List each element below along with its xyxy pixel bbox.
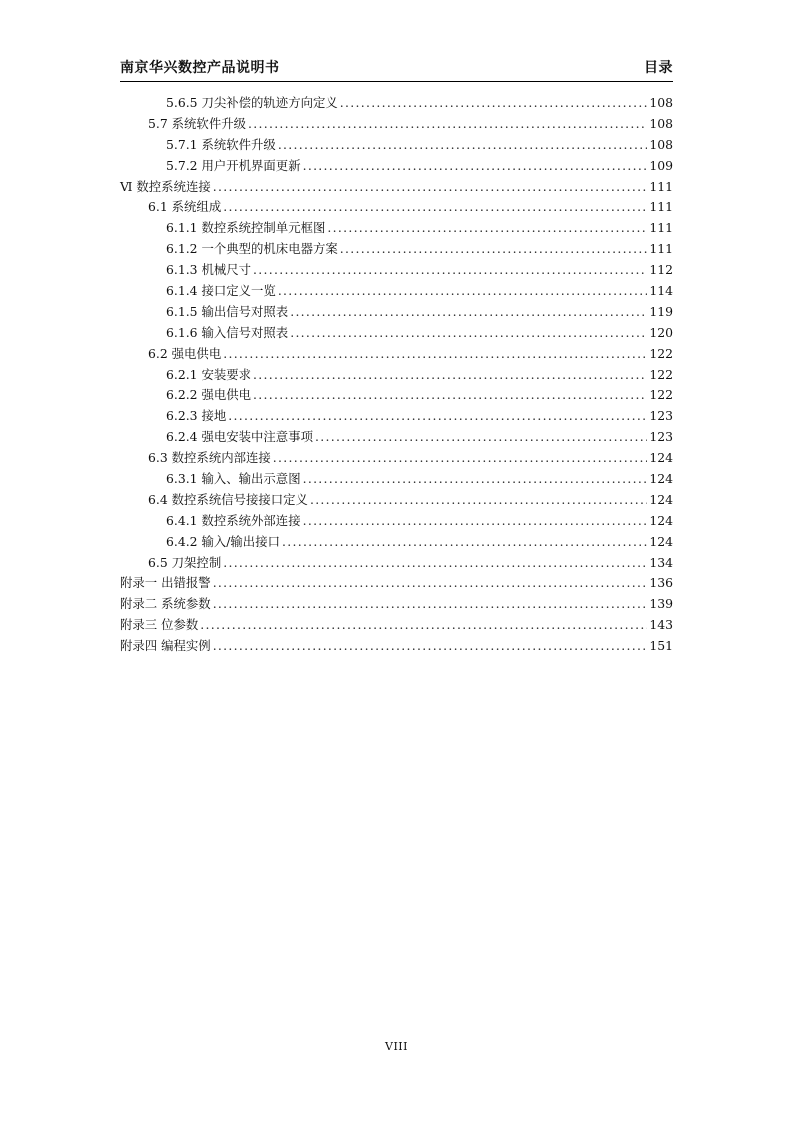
toc-entry-page: 111 [649, 178, 673, 194]
toc-entry-page: 122 [649, 345, 673, 361]
toc-dot-leader [228, 406, 647, 427]
toc-dot-leader [248, 114, 647, 135]
toc-entry-page: 122 [649, 366, 673, 382]
toc-entry-page: 108 [649, 136, 673, 152]
toc-entry-page: 124 [649, 512, 673, 528]
toc-dot-leader [303, 156, 648, 177]
toc-entry-page: 109 [649, 157, 673, 173]
toc-entry[interactable] [120, 93, 673, 114]
toc-entry[interactable] [120, 469, 673, 490]
toc-dot-leader [223, 197, 647, 218]
toc-dot-leader [315, 427, 647, 448]
toc-entry-page: 111 [649, 199, 673, 215]
toc-dot-leader [213, 177, 648, 198]
toc-entry[interactable] [120, 281, 673, 302]
toc-entry-label: 5.6.5 刀尖补偿的轨迹方向定义 [166, 95, 338, 110]
toc-dot-leader [327, 218, 647, 239]
toc-entry-label: 6.1.5 输出信号对照表 [166, 303, 289, 319]
toc-dot-leader [340, 239, 648, 260]
toc-entry-label: 附录一 出错报警 [120, 575, 211, 591]
toc-entry[interactable] [120, 218, 673, 239]
toc-dot-leader [278, 135, 648, 156]
toc-entry-label: 6.2.3 接地 [166, 408, 227, 424]
toc-entry-page: 123 [649, 429, 673, 445]
toc-dot-leader [303, 469, 648, 490]
toc-entry[interactable] [120, 448, 673, 469]
toc-dot-leader [213, 636, 648, 657]
toc-entry-label: 5.7.2 用户开机界面更新 [166, 157, 301, 173]
toc-entry-page: 124 [649, 491, 673, 507]
toc-entry[interactable] [120, 427, 673, 448]
toc-dot-leader [278, 281, 648, 302]
document-title: 南京华兴数控产品说明书 [120, 60, 280, 76]
toc-entry-page: 108 [649, 95, 673, 110]
toc-entry-label: 5.7 系统软件升级 [148, 115, 246, 131]
toc-dot-leader [340, 93, 648, 114]
toc-entry-page: 139 [649, 596, 673, 612]
toc-entry-page: 143 [649, 617, 673, 633]
toc-entry-label: 6.2.4 强电安装中注意事项 [166, 429, 313, 445]
toc-entry-label: 6.1.6 输入信号对照表 [166, 324, 289, 340]
toc-entry-label: 6.2 强电供电 [148, 345, 222, 361]
toc-entry-page: 136 [649, 575, 673, 591]
toc-dot-leader [253, 260, 647, 281]
toc-entry[interactable] [120, 323, 673, 344]
toc-dot-leader [282, 532, 647, 553]
toc-entry-label: 6.1 系统组成 [148, 199, 222, 215]
toc-entry-label: 6.2.2 强电供电 [166, 387, 252, 403]
toc-entry[interactable] [120, 260, 673, 281]
toc-entry-page: 119 [649, 303, 673, 319]
toc-entry[interactable] [120, 573, 673, 594]
toc-dot-leader [200, 615, 647, 636]
toc-entry-label: 6.5 刀架控制 [148, 554, 222, 570]
toc-dot-leader [223, 344, 647, 365]
toc-dot-leader [223, 553, 647, 574]
toc-entry-label: 附录二 系统参数 [120, 596, 211, 612]
toc-entry-page: 111 [649, 241, 673, 257]
toc-dot-leader [273, 448, 648, 469]
section-title: 目录 [644, 60, 673, 76]
toc-dot-leader [310, 490, 647, 511]
toc-entry-label: 6.4.2 输入/输出接口 [166, 533, 280, 549]
toc-dot-leader [213, 594, 648, 615]
toc-entry-label: Ⅵ 数控系统连接 [120, 178, 211, 194]
toc-dot-leader [290, 323, 647, 344]
toc-entry-page: 124 [649, 450, 673, 466]
toc-entry-page: 112 [649, 262, 673, 278]
toc-entry[interactable] [120, 344, 673, 365]
toc-entry[interactable] [120, 615, 673, 636]
toc-entry-label: 6.3.1 输入、输出示意图 [166, 471, 301, 487]
toc-entry[interactable] [120, 135, 673, 156]
toc-entry-page: 123 [649, 408, 673, 424]
toc-entry[interactable] [120, 197, 673, 218]
toc-entry-label: 附录三 位参数 [120, 617, 199, 633]
toc-entry-page: 151 [649, 638, 673, 654]
toc-entry-label: 6.1.2 一个典型的机床电器方案 [166, 241, 338, 257]
toc-dot-leader [213, 573, 648, 594]
toc-dot-leader [253, 385, 647, 406]
toc-entry-label: 6.1.1 数控系统控制单元框图 [166, 220, 326, 236]
toc-entry-label: 6.1.4 接口定义一览 [166, 283, 276, 299]
toc-entry[interactable] [120, 239, 673, 260]
toc-entry[interactable] [120, 511, 673, 532]
toc-entry-page: 108 [649, 115, 673, 131]
toc-entry[interactable] [120, 406, 673, 427]
page-header [120, 56, 673, 82]
toc-entry-page: 120 [649, 324, 673, 340]
toc-entry[interactable] [120, 594, 673, 615]
toc-entry-page: 134 [649, 554, 673, 570]
toc-entry[interactable] [120, 385, 673, 406]
toc-dot-leader [303, 511, 648, 532]
toc-entry-page: 111 [649, 220, 673, 236]
toc-entry[interactable] [120, 177, 673, 198]
toc-entry-label: 附录四 编程实例 [120, 638, 211, 654]
toc-dot-leader [290, 302, 647, 323]
toc-entry-page: 122 [649, 387, 673, 403]
toc-entry[interactable] [120, 156, 673, 177]
toc-entry-label: 5.7.1 系统软件升级 [166, 136, 276, 152]
page-number: VIII [385, 1040, 408, 1053]
toc-entry-page: 124 [649, 533, 673, 549]
toc-entry[interactable] [120, 365, 673, 386]
toc-entry[interactable] [120, 490, 673, 511]
toc-entry-label: 6.4 数控系统信号接接口定义 [148, 491, 308, 507]
toc-entry[interactable] [120, 636, 673, 657]
toc-entry[interactable] [120, 114, 673, 135]
toc-entry[interactable] [120, 553, 673, 574]
toc-entry-page: 114 [649, 283, 673, 299]
toc-entry-page: 124 [649, 471, 673, 487]
toc-entry-label: 6.2.1 安装要求 [166, 366, 252, 382]
table-of-contents [120, 93, 673, 657]
toc-entry[interactable] [120, 532, 673, 553]
toc-entry[interactable] [120, 302, 673, 323]
toc-entry-label: 6.3 数控系统内部连接 [148, 450, 271, 466]
toc-entry-label: 6.4.1 数控系统外部连接 [166, 512, 301, 528]
toc-entry-label: 6.1.3 机械尺寸 [166, 262, 252, 278]
toc-dot-leader [253, 365, 647, 386]
